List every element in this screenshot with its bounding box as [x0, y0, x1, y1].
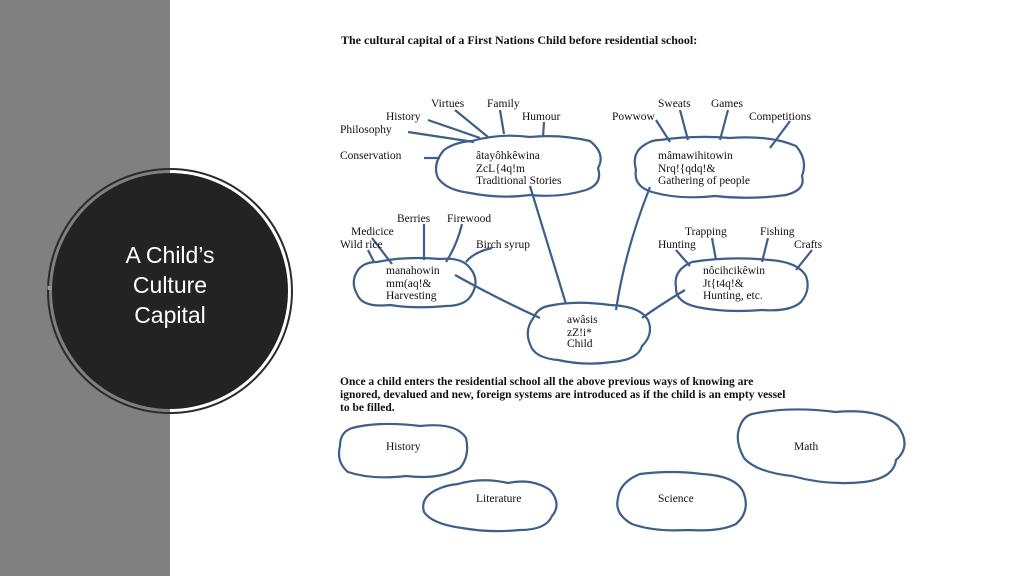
hunting-english: Hunting, etc.: [703, 290, 763, 302]
slide-title: A Child’s Culture Capital: [125, 242, 215, 328]
subject-math: Math: [794, 441, 819, 453]
word-firewood: Firewood: [447, 213, 492, 225]
diagram-heading: The cultural capital of a First Nations Child before residential school:: [341, 33, 698, 47]
subject-history: History: [386, 441, 421, 453]
stories-cree: âtayôhkêwina: [476, 150, 540, 162]
harvesting-syllabics: mm(aq!&: [386, 278, 432, 290]
word-competitions: Competitions: [749, 111, 811, 123]
spoke-family: [500, 110, 504, 134]
spoke-trapping: [712, 238, 716, 260]
connector-gathering-child: [616, 187, 650, 310]
child-cree: awâsis: [567, 314, 598, 326]
subject-science: Science: [658, 493, 694, 505]
word-family: Family: [487, 98, 520, 110]
connector-harvesting-child: [455, 275, 540, 318]
gathering-syllabics: Nrq!{qdq!&: [658, 163, 716, 175]
word-hunting: Hunting: [658, 239, 696, 251]
word-birchsyrup: Birch syrup: [476, 239, 530, 251]
resize-handle-icon: ▪: [47, 283, 53, 292]
spoke-firewood: [446, 224, 462, 262]
word-berries: Berries: [397, 213, 431, 225]
child-english: Child: [567, 338, 593, 350]
word-history: History: [386, 111, 421, 123]
child-syllabics: zZ!i*: [567, 327, 592, 339]
subject-literature: Literature: [476, 493, 522, 505]
hunting-syllabics: Jt{t4q!&: [703, 278, 744, 290]
hunting-cree: nôcihcikêwin: [703, 265, 765, 277]
paragraph-line-1: Once a child enters the residential school all the above previous ways of knowing are: [340, 376, 754, 388]
word-philosophy: Philosophy: [340, 124, 392, 136]
word-crafts: Crafts: [794, 239, 823, 251]
word-games: Games: [711, 98, 743, 110]
spoke-games: [720, 110, 728, 140]
stories-syllabics: ZcL{4q!m: [476, 163, 525, 175]
word-wildrice: Wild rice: [340, 239, 383, 251]
gathering-cree: mâmawihitowin: [658, 150, 733, 162]
spoke-sweats: [680, 110, 688, 140]
cloud-literature: [423, 480, 556, 531]
spoke-humour: [543, 122, 544, 137]
word-medicice: Medicice: [351, 226, 394, 238]
connector-hunting-child: [642, 290, 685, 318]
word-trapping: Trapping: [685, 226, 727, 238]
harvesting-cree: manahowin: [386, 265, 440, 277]
word-powwow: Powwow: [612, 111, 655, 123]
paragraph-line-3: to be filled.: [340, 402, 395, 414]
stories-english: Traditional Stories: [476, 175, 562, 187]
harvesting-english: Harvesting: [386, 290, 437, 302]
spoke-virtues: [455, 110, 488, 137]
cloud-math: [738, 409, 905, 483]
gathering-english: Gathering of people: [658, 175, 750, 187]
spoke-competitions: [770, 121, 790, 148]
word-virtues: Virtues: [431, 98, 465, 110]
paragraph-line-2: ignored, devalued and new, foreign systems are introduced as if the child is an empty vessel: [340, 389, 786, 401]
connector-stories-child: [530, 186, 566, 304]
spoke-wildrice: [368, 250, 374, 262]
word-fishing: Fishing: [760, 226, 795, 238]
word-humour: Humour: [522, 111, 561, 123]
word-sweats: Sweats: [658, 98, 691, 110]
word-conservation: Conservation: [340, 150, 402, 162]
